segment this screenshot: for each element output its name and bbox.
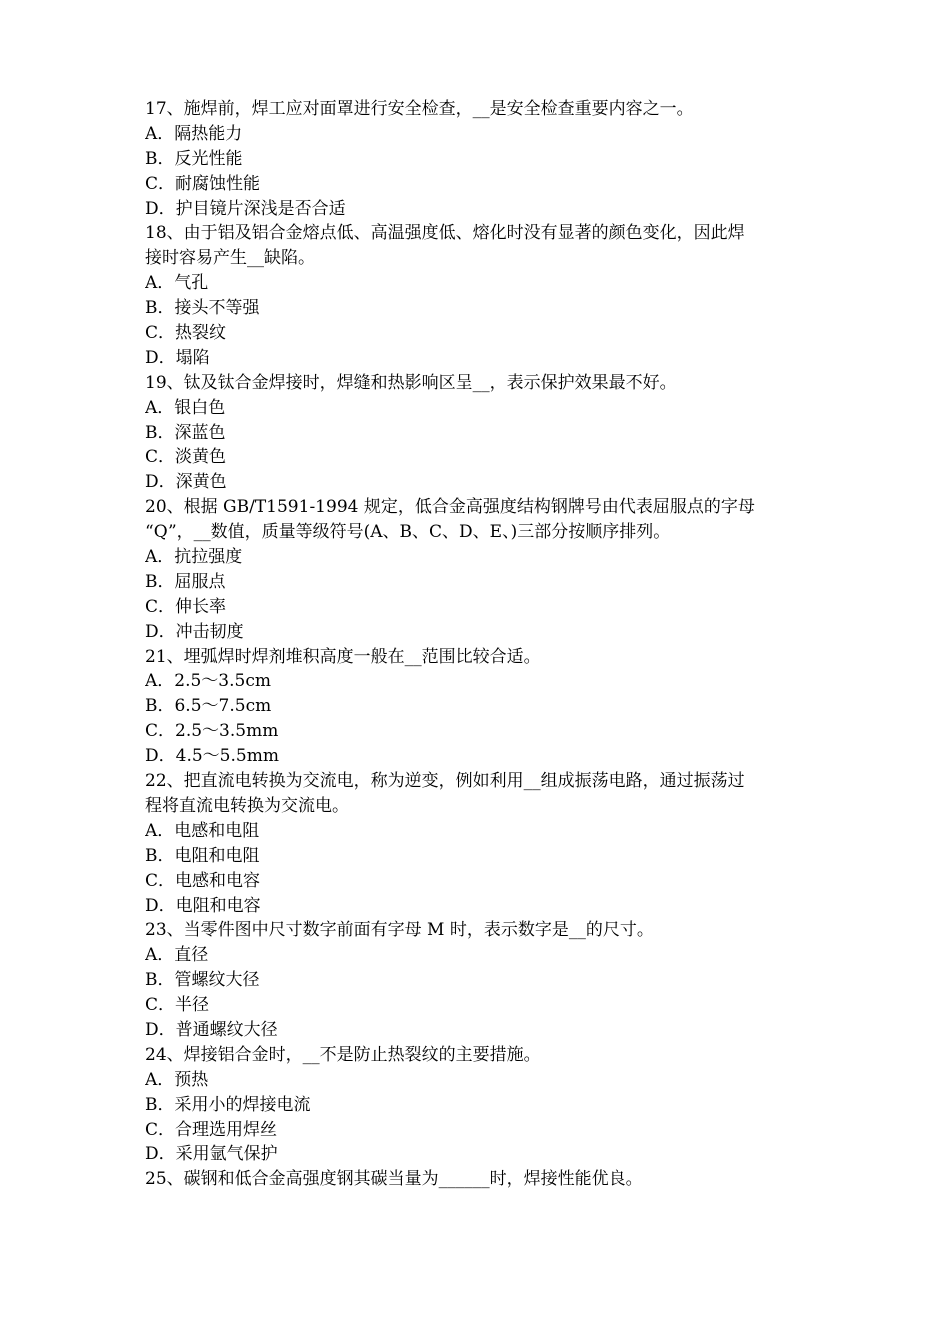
question-23-option-c: C．半径: [145, 995, 210, 1016]
question-17-option-b: B．反光性能: [145, 148, 243, 169]
question-22-option-c: C．电感和电容: [145, 870, 261, 891]
question-20-option-a: A．抗拉强度: [145, 547, 243, 568]
question-18-option-b: B．接头不等强: [145, 298, 260, 319]
question-23-option-d: D．普通螺纹大径: [145, 1019, 278, 1040]
question-21-text: 21、埋弧焊时焊剂堆积高度一般在__范围比较合适。: [145, 646, 541, 667]
question-18-option-d: D．塌陷: [145, 347, 210, 368]
question-21-option-d: D．4.5～5.5mm: [145, 746, 279, 767]
question-24-option-a: A．预热: [145, 1069, 209, 1090]
question-18-text-line-2: 接时容易产生__缺陷。: [145, 248, 315, 269]
question-20-option-d: D．冲击韧度: [145, 621, 244, 642]
question-22-option-d: D．电阻和电容: [145, 895, 261, 916]
question-17-option-a: A．隔热能力: [145, 123, 243, 144]
question-24-option-d: D．采用氩气保护: [145, 1144, 278, 1165]
question-17-text: 17、施焊前，焊工应对面罩进行安全检查，__是安全检查重要内容之一。: [145, 99, 694, 119]
question-20-text-line-2: “Q”，__数值，质量等级符号(A、B、C、D、E、)三部分按顺序排列。: [145, 522, 671, 543]
question-19-option-d: D．深黄色: [145, 472, 227, 493]
question-17-option-d: D．护目镜片深浅是否合适: [145, 198, 346, 219]
question-25-text: 25、碳钢和低合金高强度钢其碳当量为______时，焊接性能优良。: [145, 1169, 643, 1190]
question-19-option-c: C．淡黄色: [145, 447, 227, 468]
question-23-option-a: A．直径: [145, 945, 209, 966]
question-22-text-line-2: 程将直流电转换为交流电。: [145, 795, 349, 816]
question-19-option-b: B．深蓝色: [145, 422, 226, 443]
question-18-text-line-1: 18、由于铝及铝合金熔点低、高温强度低、熔化时没有显著的颜色变化，因此焊: [145, 223, 745, 244]
question-19-text: 19、钛及钛合金焊接时，焊缝和热影响区呈__，表示保护效果最不好。: [145, 372, 677, 393]
question-18-option-a: A．气孔: [145, 273, 209, 294]
question-21-option-a: A．2.5～3.5cm: [145, 671, 271, 692]
question-19-option-a: A．银白色: [145, 397, 226, 418]
question-20-option-b: B．屈服点: [145, 571, 226, 592]
question-24-text: 24、焊接铝合金时，__不是防止热裂纹的主要措施。: [145, 1044, 541, 1065]
question-21-option-b: B．6.5～7.5cm: [145, 696, 272, 717]
question-23-option-b: B．管螺纹大径: [145, 970, 260, 991]
question-21-option-c: C．2.5～3.5mm: [145, 721, 279, 742]
question-24-option-c: C．合理选用焊丝: [145, 1119, 278, 1140]
question-20-option-c: C．伸长率: [145, 596, 227, 617]
question-23-text: 23、当零件图中尺寸数字前面有字母 M 时，表示数字是__的尺寸。: [145, 920, 654, 941]
question-20-text-line-1: 20、根据 GB/T1591-1994 规定，低合金高强度结构钢牌号由代表屈服点的字母: [145, 497, 755, 518]
document-page: [145, 97, 815, 1192]
question-17-option-c: C．耐腐蚀性能: [145, 173, 261, 194]
question-22-option-b: B．电阻和电阻: [145, 845, 260, 866]
question-22-option-a: A．电感和电阻: [145, 820, 260, 841]
question-22-text-line-1: 22、把直流电转换为交流电，称为逆变，例如利用__组成振荡电路，通过振荡过: [145, 771, 745, 792]
question-24-option-b: B．采用小的焊接电流: [145, 1094, 311, 1115]
question-18-option-c: C．热裂纹: [145, 323, 227, 344]
